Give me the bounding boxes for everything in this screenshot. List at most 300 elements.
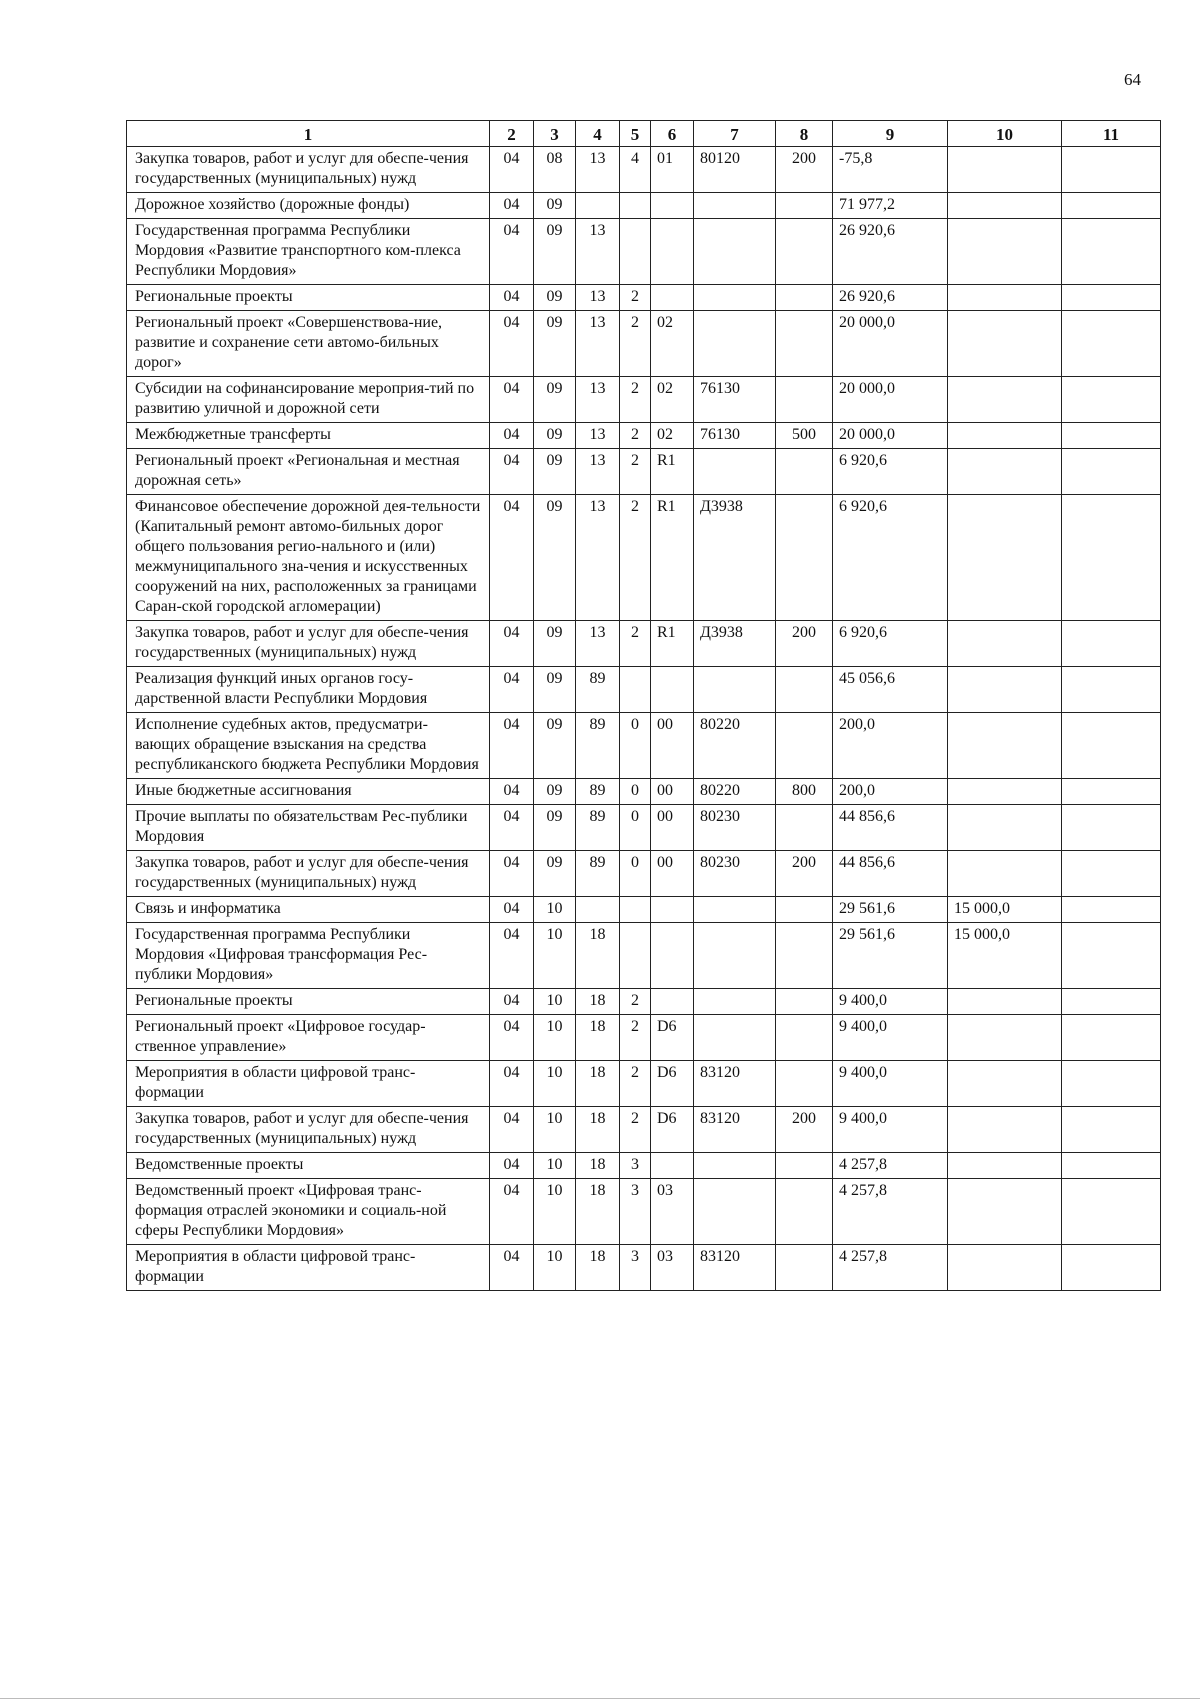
row-value-cell-col9: 26 920,6 xyxy=(833,219,948,285)
row-value-cell-col11 xyxy=(1062,923,1161,989)
row-name-cell: Государственная программа Республики Мордовия «Развитие транспортного ком-плекса Республики Мордовия» xyxy=(127,219,490,285)
row-value-cell-col6 xyxy=(651,285,694,311)
row-value-cell-col10 xyxy=(948,1245,1062,1291)
row-value-cell-col3: 10 xyxy=(534,923,576,989)
page-edge-line xyxy=(0,1698,1200,1699)
row-value-cell-col2: 04 xyxy=(490,1153,534,1179)
row-value-cell-col9: 6 920,6 xyxy=(833,449,948,495)
row-value-cell-col10 xyxy=(948,219,1062,285)
row-value-cell-col8 xyxy=(776,1061,833,1107)
row-value-cell-col7: 76130 xyxy=(694,377,776,423)
row-value-cell-col5 xyxy=(620,923,651,989)
row-value-cell-col11 xyxy=(1062,423,1161,449)
row-value-cell-col5: 2 xyxy=(620,377,651,423)
header-cell: 4 xyxy=(576,121,620,147)
row-value-cell-col7: 80120 xyxy=(694,147,776,193)
row-value-cell-col5: 2 xyxy=(620,1015,651,1061)
row-value-cell-col4: 18 xyxy=(576,1107,620,1153)
row-value-cell-col11 xyxy=(1062,285,1161,311)
row-value-cell-col5 xyxy=(620,667,651,713)
row-value-cell-col9: 20 000,0 xyxy=(833,311,948,377)
row-value-cell-col7: 83120 xyxy=(694,1061,776,1107)
row-value-cell-col11 xyxy=(1062,1153,1161,1179)
row-value-cell-col3: 10 xyxy=(534,1245,576,1291)
row-value-cell-col9: -75,8 xyxy=(833,147,948,193)
row-value-cell-col8 xyxy=(776,495,833,621)
row-value-cell-col11 xyxy=(1062,1179,1161,1245)
row-value-cell-col6: 01 xyxy=(651,147,694,193)
row-value-cell-col5: 3 xyxy=(620,1153,651,1179)
row-value-cell-col2: 04 xyxy=(490,219,534,285)
header-cell: 8 xyxy=(776,121,833,147)
row-value-cell-col11 xyxy=(1062,713,1161,779)
row-value-cell-col3: 09 xyxy=(534,779,576,805)
row-value-cell-col3: 09 xyxy=(534,219,576,285)
row-value-cell-col6: R1 xyxy=(651,621,694,667)
row-value-cell-col4: 18 xyxy=(576,923,620,989)
row-value-cell-col6: 02 xyxy=(651,311,694,377)
row-name-cell: Закупка товаров, работ и услуг для обеспе-чения государственных (муниципальных) нужд xyxy=(127,147,490,193)
row-value-cell-col11 xyxy=(1062,667,1161,713)
row-name-cell: Региональные проекты xyxy=(127,989,490,1015)
row-value-cell-col2: 04 xyxy=(490,311,534,377)
row-value-cell-col5 xyxy=(620,193,651,219)
row-value-cell-col9: 4 257,8 xyxy=(833,1179,948,1245)
row-value-cell-col3: 09 xyxy=(534,495,576,621)
row-value-cell-col4: 13 xyxy=(576,311,620,377)
row-value-cell-col9: 29 561,6 xyxy=(833,897,948,923)
row-value-cell-col10 xyxy=(948,423,1062,449)
row-value-cell-col10 xyxy=(948,621,1062,667)
table-row xyxy=(127,377,1161,423)
table-row xyxy=(127,713,1161,779)
row-value-cell-col7 xyxy=(694,219,776,285)
row-name-cell: Связь и информатика xyxy=(127,897,490,923)
table-row xyxy=(127,1015,1161,1061)
row-value-cell-col3: 09 xyxy=(534,285,576,311)
row-value-cell-col6: R1 xyxy=(651,449,694,495)
row-value-cell-col11 xyxy=(1062,1061,1161,1107)
row-value-cell-col11 xyxy=(1062,219,1161,285)
header-cell: 10 xyxy=(948,121,1062,147)
row-value-cell-col4 xyxy=(576,897,620,923)
row-value-cell-col2: 04 xyxy=(490,423,534,449)
row-value-cell-col5: 2 xyxy=(620,285,651,311)
row-value-cell-col2: 04 xyxy=(490,805,534,851)
row-name-cell: Иные бюджетные ассигнования xyxy=(127,779,490,805)
header-cell: 7 xyxy=(694,121,776,147)
row-value-cell-col3: 10 xyxy=(534,897,576,923)
row-value-cell-col9: 6 920,6 xyxy=(833,621,948,667)
row-value-cell-col3: 08 xyxy=(534,147,576,193)
row-value-cell-col6 xyxy=(651,989,694,1015)
table-row xyxy=(127,1107,1161,1153)
row-value-cell-col11 xyxy=(1062,1107,1161,1153)
row-value-cell-col11 xyxy=(1062,805,1161,851)
row-value-cell-col6 xyxy=(651,219,694,285)
header-cell: 3 xyxy=(534,121,576,147)
row-value-cell-col4: 13 xyxy=(576,219,620,285)
row-value-cell-col2: 04 xyxy=(490,495,534,621)
row-value-cell-col8: 200 xyxy=(776,621,833,667)
row-value-cell-col10 xyxy=(948,1107,1062,1153)
row-name-cell: Закупка товаров, работ и услуг для обеспе-чения государственных (муниципальных) нужд xyxy=(127,1107,490,1153)
row-value-cell-col9: 20 000,0 xyxy=(833,423,948,449)
row-value-cell-col5: 2 xyxy=(620,449,651,495)
row-value-cell-col6 xyxy=(651,667,694,713)
table-row xyxy=(127,219,1161,285)
row-name-cell: Ведомственные проекты xyxy=(127,1153,490,1179)
row-value-cell-col10: 15 000,0 xyxy=(948,923,1062,989)
row-value-cell-col2: 04 xyxy=(490,449,534,495)
row-value-cell-col9: 9 400,0 xyxy=(833,1015,948,1061)
row-value-cell-col4: 18 xyxy=(576,1015,620,1061)
row-value-cell-col8 xyxy=(776,989,833,1015)
row-value-cell-col11 xyxy=(1062,621,1161,667)
row-value-cell-col2: 04 xyxy=(490,923,534,989)
row-value-cell-col7 xyxy=(694,449,776,495)
row-value-cell-col2: 04 xyxy=(490,1061,534,1107)
row-value-cell-col8: 200 xyxy=(776,147,833,193)
row-value-cell-col7: Д3938 xyxy=(694,495,776,621)
row-value-cell-col2: 04 xyxy=(490,1179,534,1245)
row-value-cell-col3: 09 xyxy=(534,713,576,779)
header-row xyxy=(127,121,1161,147)
row-name-cell: Исполнение судебных актов, предусматри-вающих обращение взыскания на средства республиканского бюджета Республики Мордовия xyxy=(127,713,490,779)
row-value-cell-col10 xyxy=(948,1015,1062,1061)
row-value-cell-col5: 0 xyxy=(620,805,651,851)
row-value-cell-col6 xyxy=(651,897,694,923)
row-value-cell-col5: 2 xyxy=(620,495,651,621)
table-row xyxy=(127,1061,1161,1107)
row-value-cell-col8: 800 xyxy=(776,779,833,805)
row-value-cell-col6: D6 xyxy=(651,1015,694,1061)
row-value-cell-col3: 10 xyxy=(534,1015,576,1061)
row-value-cell-col10 xyxy=(948,1153,1062,1179)
table-row xyxy=(127,147,1161,193)
table-row xyxy=(127,1245,1161,1291)
row-value-cell-col5: 4 xyxy=(620,147,651,193)
row-value-cell-col5: 0 xyxy=(620,713,651,779)
row-value-cell-col11 xyxy=(1062,147,1161,193)
row-value-cell-col3: 10 xyxy=(534,1179,576,1245)
page-number: 64 xyxy=(1124,70,1141,89)
row-value-cell-col8 xyxy=(776,1015,833,1061)
row-name-cell: Ведомственный проект «Цифровая транс-формация отраслей экономики и социаль-ной сферы Республики Мордовия» xyxy=(127,1179,490,1245)
row-value-cell-col8 xyxy=(776,219,833,285)
row-value-cell-col8 xyxy=(776,193,833,219)
row-value-cell-col11 xyxy=(1062,779,1161,805)
header-cell: 5 xyxy=(620,121,651,147)
row-value-cell-col5: 2 xyxy=(620,1107,651,1153)
row-value-cell-col8: 500 xyxy=(776,423,833,449)
row-name-cell: Прочие выплаты по обязательствам Рес-публики Мордовия xyxy=(127,805,490,851)
row-value-cell-col2: 04 xyxy=(490,193,534,219)
row-value-cell-col4: 89 xyxy=(576,667,620,713)
row-value-cell-col7 xyxy=(694,1179,776,1245)
table-row xyxy=(127,1179,1161,1245)
row-value-cell-col7 xyxy=(694,193,776,219)
row-value-cell-col3: 09 xyxy=(534,621,576,667)
row-value-cell-col9: 200,0 xyxy=(833,713,948,779)
row-value-cell-col11 xyxy=(1062,989,1161,1015)
row-value-cell-col11 xyxy=(1062,897,1161,923)
row-value-cell-col4 xyxy=(576,193,620,219)
row-value-cell-col11 xyxy=(1062,377,1161,423)
row-value-cell-col11 xyxy=(1062,495,1161,621)
row-name-cell: Мероприятия в области цифровой транс-формации xyxy=(127,1245,490,1291)
row-value-cell-col6: 02 xyxy=(651,423,694,449)
row-value-cell-col7 xyxy=(694,989,776,1015)
row-value-cell-col4: 13 xyxy=(576,377,620,423)
row-value-cell-col3: 09 xyxy=(534,377,576,423)
row-value-cell-col2: 04 xyxy=(490,1107,534,1153)
row-value-cell-col11 xyxy=(1062,1245,1161,1291)
row-value-cell-col6: D6 xyxy=(651,1061,694,1107)
row-name-cell: Субсидии на софинансирование мероприя-тий по развитию уличной и дорожной сети xyxy=(127,377,490,423)
row-value-cell-col6: D6 xyxy=(651,1107,694,1153)
header-cell: 11 xyxy=(1062,121,1161,147)
row-value-cell-col3: 10 xyxy=(534,1061,576,1107)
table-row xyxy=(127,805,1161,851)
row-value-cell-col2: 04 xyxy=(490,667,534,713)
row-value-cell-col5: 2 xyxy=(620,423,651,449)
row-value-cell-col7 xyxy=(694,667,776,713)
row-value-cell-col10 xyxy=(948,851,1062,897)
table-row xyxy=(127,1153,1161,1179)
row-value-cell-col2: 04 xyxy=(490,851,534,897)
row-value-cell-col5: 2 xyxy=(620,989,651,1015)
row-value-cell-col9: 45 056,6 xyxy=(833,667,948,713)
row-value-cell-col4: 13 xyxy=(576,423,620,449)
row-value-cell-col10 xyxy=(948,285,1062,311)
row-value-cell-col4: 89 xyxy=(576,779,620,805)
row-value-cell-col10 xyxy=(948,377,1062,423)
row-value-cell-col4: 13 xyxy=(576,285,620,311)
row-value-cell-col8: 200 xyxy=(776,851,833,897)
row-value-cell-col8 xyxy=(776,285,833,311)
row-value-cell-col10 xyxy=(948,495,1062,621)
row-value-cell-col10: 15 000,0 xyxy=(948,897,1062,923)
row-value-cell-col7 xyxy=(694,1015,776,1061)
row-value-cell-col2: 04 xyxy=(490,285,534,311)
row-value-cell-col4: 18 xyxy=(576,1179,620,1245)
row-value-cell-col8 xyxy=(776,1245,833,1291)
row-value-cell-col10 xyxy=(948,193,1062,219)
row-value-cell-col3: 10 xyxy=(534,1107,576,1153)
row-value-cell-col7 xyxy=(694,923,776,989)
table-row xyxy=(127,667,1161,713)
row-name-cell: Региональные проекты xyxy=(127,285,490,311)
header-cell: 2 xyxy=(490,121,534,147)
row-value-cell-col5: 0 xyxy=(620,779,651,805)
row-value-cell-col8 xyxy=(776,1179,833,1245)
row-value-cell-col9: 44 856,6 xyxy=(833,805,948,851)
row-value-cell-col9: 200,0 xyxy=(833,779,948,805)
row-value-cell-col7: 80230 xyxy=(694,805,776,851)
row-value-cell-col7: 76130 xyxy=(694,423,776,449)
row-value-cell-col3: 10 xyxy=(534,1153,576,1179)
row-value-cell-col10 xyxy=(948,805,1062,851)
row-value-cell-col6: 00 xyxy=(651,805,694,851)
row-value-cell-col9: 4 257,8 xyxy=(833,1245,948,1291)
table-row xyxy=(127,285,1161,311)
row-value-cell-col6: 00 xyxy=(651,779,694,805)
row-value-cell-col8 xyxy=(776,897,833,923)
row-value-cell-col11 xyxy=(1062,1015,1161,1061)
row-value-cell-col9: 71 977,2 xyxy=(833,193,948,219)
row-value-cell-col8 xyxy=(776,923,833,989)
row-value-cell-col4: 13 xyxy=(576,449,620,495)
row-name-cell: Региональный проект «Совершенствова-ние, развитие и сохранение сети автомо-бильных дорог» xyxy=(127,311,490,377)
row-name-cell: Дорожное хозяйство (дорожные фонды) xyxy=(127,193,490,219)
row-value-cell-col10 xyxy=(948,1179,1062,1245)
row-value-cell-col2: 04 xyxy=(490,377,534,423)
table-row xyxy=(127,423,1161,449)
row-value-cell-col5: 2 xyxy=(620,1061,651,1107)
row-value-cell-col10 xyxy=(948,1061,1062,1107)
table-row xyxy=(127,897,1161,923)
row-value-cell-col10 xyxy=(948,449,1062,495)
header-cell: 6 xyxy=(651,121,694,147)
row-value-cell-col7: 80220 xyxy=(694,713,776,779)
row-name-cell: Региональный проект «Цифровое государ-ственное управление» xyxy=(127,1015,490,1061)
budget-table xyxy=(126,120,1161,1291)
row-value-cell-col3: 09 xyxy=(534,851,576,897)
row-value-cell-col9: 9 400,0 xyxy=(833,989,948,1015)
row-value-cell-col5: 2 xyxy=(620,621,651,667)
table-row xyxy=(127,495,1161,621)
row-value-cell-col2: 04 xyxy=(490,1015,534,1061)
row-value-cell-col6 xyxy=(651,923,694,989)
row-value-cell-col9: 4 257,8 xyxy=(833,1153,948,1179)
row-value-cell-col6 xyxy=(651,193,694,219)
row-value-cell-col4: 13 xyxy=(576,147,620,193)
row-name-cell: Закупка товаров, работ и услуг для обеспе-чения государственных (муниципальных) нужд xyxy=(127,851,490,897)
row-value-cell-col4: 89 xyxy=(576,851,620,897)
row-value-cell-col7 xyxy=(694,311,776,377)
row-name-cell: Государственная программа Республики Мордовия «Цифровая трансформация Рес-публики Мордовия» xyxy=(127,923,490,989)
row-value-cell-col9: 26 920,6 xyxy=(833,285,948,311)
row-value-cell-col7: 80220 xyxy=(694,779,776,805)
row-name-cell: Финансовое обеспечение дорожной дея-тельности (Капитальный ремонт автомо-бильных дорог общего пользования регио-нального и (или) межмуниципального зна-чения и искусственных сооружений на них, расположенных за границами Саран-ской городской агломерации) xyxy=(127,495,490,621)
row-value-cell-col10 xyxy=(948,667,1062,713)
row-value-cell-col9: 44 856,6 xyxy=(833,851,948,897)
row-value-cell-col4: 13 xyxy=(576,621,620,667)
row-value-cell-col11 xyxy=(1062,449,1161,495)
row-value-cell-col11 xyxy=(1062,851,1161,897)
row-value-cell-col7: Д3938 xyxy=(694,621,776,667)
row-value-cell-col10 xyxy=(948,989,1062,1015)
row-value-cell-col7 xyxy=(694,1153,776,1179)
row-value-cell-col2: 04 xyxy=(490,1245,534,1291)
row-value-cell-col7 xyxy=(694,285,776,311)
row-value-cell-col6: 02 xyxy=(651,377,694,423)
row-value-cell-col3: 09 xyxy=(534,449,576,495)
row-value-cell-col2: 04 xyxy=(490,713,534,779)
row-value-cell-col4: 13 xyxy=(576,495,620,621)
row-value-cell-col7: 83120 xyxy=(694,1245,776,1291)
header-cell: 1 xyxy=(127,121,490,147)
header-cell: 9 xyxy=(833,121,948,147)
row-value-cell-col6 xyxy=(651,1153,694,1179)
row-value-cell-col5: 2 xyxy=(620,311,651,377)
row-value-cell-col8 xyxy=(776,1153,833,1179)
row-name-cell: Межбюджетные трансферты xyxy=(127,423,490,449)
row-value-cell-col6: 00 xyxy=(651,713,694,779)
row-value-cell-col2: 04 xyxy=(490,897,534,923)
row-value-cell-col3: 09 xyxy=(534,193,576,219)
table-row xyxy=(127,311,1161,377)
table-row xyxy=(127,989,1161,1015)
table-row xyxy=(127,193,1161,219)
row-value-cell-col3: 09 xyxy=(534,311,576,377)
row-value-cell-col11 xyxy=(1062,193,1161,219)
row-value-cell-col2: 04 xyxy=(490,989,534,1015)
row-value-cell-col9: 29 561,6 xyxy=(833,923,948,989)
row-value-cell-col10 xyxy=(948,311,1062,377)
row-value-cell-col3: 09 xyxy=(534,667,576,713)
row-value-cell-col8 xyxy=(776,311,833,377)
row-value-cell-col4: 18 xyxy=(576,1061,620,1107)
row-value-cell-col3: 09 xyxy=(534,423,576,449)
table-row xyxy=(127,779,1161,805)
row-value-cell-col9: 6 920,6 xyxy=(833,495,948,621)
row-value-cell-col4: 18 xyxy=(576,1245,620,1291)
row-value-cell-col8 xyxy=(776,667,833,713)
row-value-cell-col2: 04 xyxy=(490,779,534,805)
row-name-cell: Региональный проект «Региональная и местная дорожная сеть» xyxy=(127,449,490,495)
row-value-cell-col9: 9 400,0 xyxy=(833,1107,948,1153)
row-value-cell-col6: 03 xyxy=(651,1245,694,1291)
table-row xyxy=(127,621,1161,667)
table-body xyxy=(127,147,1161,1291)
row-value-cell-col6: 03 xyxy=(651,1179,694,1245)
row-name-cell: Мероприятия в области цифровой транс-формации xyxy=(127,1061,490,1107)
row-value-cell-col8: 200 xyxy=(776,1107,833,1153)
row-value-cell-col2: 04 xyxy=(490,147,534,193)
row-value-cell-col6: R1 xyxy=(651,495,694,621)
table-row xyxy=(127,449,1161,495)
row-value-cell-col2: 04 xyxy=(490,621,534,667)
row-value-cell-col4: 18 xyxy=(576,1153,620,1179)
row-value-cell-col6: 00 xyxy=(651,851,694,897)
table-row xyxy=(127,851,1161,897)
row-value-cell-col10 xyxy=(948,779,1062,805)
row-value-cell-col8 xyxy=(776,449,833,495)
row-value-cell-col3: 10 xyxy=(534,989,576,1015)
row-name-cell: Реализация функций иных органов госу-дарственной власти Республики Мордовия xyxy=(127,667,490,713)
row-value-cell-col11 xyxy=(1062,311,1161,377)
row-value-cell-col7 xyxy=(694,897,776,923)
row-value-cell-col5 xyxy=(620,219,651,285)
row-value-cell-col5: 3 xyxy=(620,1245,651,1291)
row-value-cell-col9: 20 000,0 xyxy=(833,377,948,423)
row-value-cell-col8 xyxy=(776,377,833,423)
row-value-cell-col8 xyxy=(776,805,833,851)
row-value-cell-col8 xyxy=(776,713,833,779)
row-value-cell-col3: 09 xyxy=(534,805,576,851)
row-value-cell-col10 xyxy=(948,147,1062,193)
row-value-cell-col5: 0 xyxy=(620,851,651,897)
row-value-cell-col10 xyxy=(948,713,1062,779)
row-value-cell-col4: 89 xyxy=(576,713,620,779)
row-name-cell: Закупка товаров, работ и услуг для обеспе-чения государственных (муниципальных) нужд xyxy=(127,621,490,667)
row-value-cell-col7: 80230 xyxy=(694,851,776,897)
row-value-cell-col9: 9 400,0 xyxy=(833,1061,948,1107)
row-value-cell-col4: 89 xyxy=(576,805,620,851)
row-value-cell-col5: 3 xyxy=(620,1179,651,1245)
